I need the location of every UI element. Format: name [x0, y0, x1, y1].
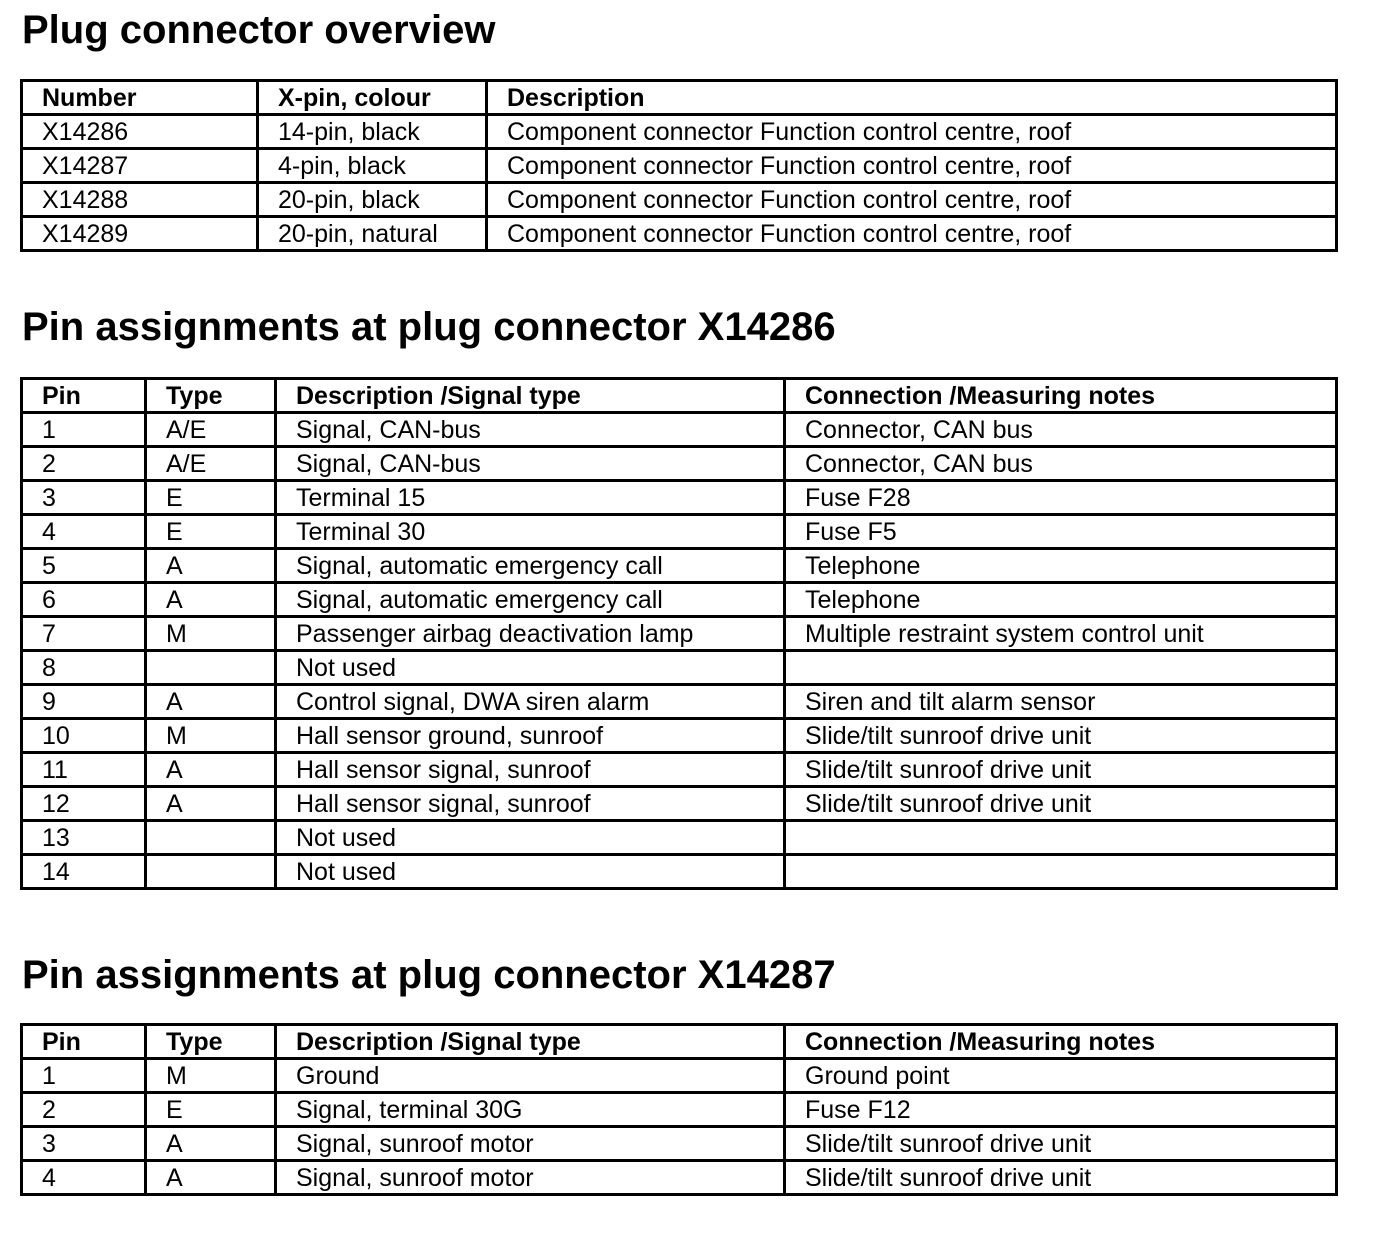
table-cell: Fuse F5: [785, 515, 1337, 549]
table-cell: M: [146, 1059, 276, 1093]
table-cell: Component connector Function control centre, roof: [487, 149, 1337, 183]
table-cell: Component connector Function control centre, roof: [487, 217, 1337, 251]
table-cell: Slide/tilt sunroof drive unit: [785, 787, 1337, 821]
x14286-title: Pin assignments at plug connector X14286: [22, 305, 836, 349]
table-row: [22, 549, 1337, 583]
table-cell: 13: [22, 821, 146, 855]
table-cell: 20-pin, natural: [258, 217, 487, 251]
table-row: [22, 1161, 1337, 1195]
table-row: [22, 481, 1337, 515]
table-cell: Not used: [276, 821, 785, 855]
table-cell: Ground: [276, 1059, 785, 1093]
overview-title: Plug connector overview: [22, 8, 496, 52]
table-cell: 20-pin, black: [258, 183, 487, 217]
x14286-pin-table: [20, 377, 1338, 890]
column-header: Pin: [22, 1025, 146, 1059]
table-row: [22, 855, 1337, 889]
table-row: [22, 753, 1337, 787]
table-cell: 6: [22, 583, 146, 617]
table-cell: Not used: [276, 855, 785, 889]
table-cell: A: [146, 787, 276, 821]
table-row: [22, 447, 1337, 481]
table-cell: X14288: [22, 183, 258, 217]
table-cell: [146, 855, 276, 889]
column-header: Description: [487, 81, 1337, 115]
table-row: [22, 583, 1337, 617]
table-cell: Hall sensor ground, sunroof: [276, 719, 785, 753]
table-cell: A: [146, 753, 276, 787]
table-row: [22, 515, 1337, 549]
table-cell: 8: [22, 651, 146, 685]
table-cell: [146, 651, 276, 685]
column-header: Type: [146, 1025, 276, 1059]
table-cell: X14289: [22, 217, 258, 251]
table-cell: [785, 855, 1337, 889]
table-cell: 12: [22, 787, 146, 821]
column-header: Pin: [22, 379, 146, 413]
table-cell: A: [146, 685, 276, 719]
table-cell: Multiple restraint system control unit: [785, 617, 1337, 651]
table-cell: 2: [22, 1093, 146, 1127]
table-cell: Signal, terminal 30G: [276, 1093, 785, 1127]
table-cell: 5: [22, 549, 146, 583]
table-cell: 10: [22, 719, 146, 753]
table-cell: Slide/tilt sunroof drive unit: [785, 719, 1337, 753]
table-row: [22, 617, 1337, 651]
table-cell: Component connector Function control centre, roof: [487, 183, 1337, 217]
table-cell: Telephone: [785, 583, 1337, 617]
overview-table: [20, 79, 1338, 252]
table-cell: Signal, sunroof motor: [276, 1127, 785, 1161]
table-cell: Ground point: [785, 1059, 1337, 1093]
table-cell: Connector, CAN bus: [785, 447, 1337, 481]
table-cell: 1: [22, 413, 146, 447]
column-header: X-pin, colour: [258, 81, 487, 115]
table-cell: Component connector Function control centre, roof: [487, 115, 1337, 149]
column-header: Description /Signal type: [276, 1025, 785, 1059]
table-cell: 1: [22, 1059, 146, 1093]
table-row: [22, 1093, 1337, 1127]
column-header: Type: [146, 379, 276, 413]
table-row: [22, 115, 1337, 149]
table-cell: [785, 821, 1337, 855]
table-cell: X14286: [22, 115, 258, 149]
table-cell: Signal, CAN-bus: [276, 413, 785, 447]
table-row: [22, 651, 1337, 685]
table-cell: 4: [22, 1161, 146, 1195]
table-cell: Slide/tilt sunroof drive unit: [785, 1127, 1337, 1161]
table-cell: E: [146, 481, 276, 515]
table-row: [22, 413, 1337, 447]
table-cell: Terminal 30: [276, 515, 785, 549]
table-cell: Fuse F28: [785, 481, 1337, 515]
column-header: Connection /Measuring notes: [785, 379, 1337, 413]
table-cell: E: [146, 1093, 276, 1127]
table-header-row: [22, 81, 1337, 115]
table-cell: 2: [22, 447, 146, 481]
table-row: [22, 685, 1337, 719]
column-header: Description /Signal type: [276, 379, 785, 413]
table-cell: Slide/tilt sunroof drive unit: [785, 753, 1337, 787]
column-header: Connection /Measuring notes: [785, 1025, 1337, 1059]
table-cell: 4-pin, black: [258, 149, 487, 183]
table-row: [22, 1059, 1337, 1093]
table-cell: Control signal, DWA siren alarm: [276, 685, 785, 719]
table-cell: 4: [22, 515, 146, 549]
table-header-row: [22, 379, 1337, 413]
table-row: [22, 719, 1337, 753]
table-cell: Connector, CAN bus: [785, 413, 1337, 447]
table-cell: 14: [22, 855, 146, 889]
table-cell: Signal, automatic emergency call: [276, 583, 785, 617]
table-cell: Signal, CAN-bus: [276, 447, 785, 481]
x14287-title: Pin assignments at plug connector X14287: [22, 953, 836, 997]
table-cell: Not used: [276, 651, 785, 685]
table-cell: A/E: [146, 447, 276, 481]
table-cell: [785, 651, 1337, 685]
table-cell: Passenger airbag deactivation lamp: [276, 617, 785, 651]
table-cell: M: [146, 719, 276, 753]
table-cell: Hall sensor signal, sunroof: [276, 753, 785, 787]
table-cell: 14-pin, black: [258, 115, 487, 149]
table-cell: 7: [22, 617, 146, 651]
table-cell: A: [146, 1161, 276, 1195]
table-row: [22, 149, 1337, 183]
table-cell: A: [146, 583, 276, 617]
table-cell: Fuse F12: [785, 1093, 1337, 1127]
x14287-pin-table: [20, 1023, 1338, 1196]
table-cell: Slide/tilt sunroof drive unit: [785, 1161, 1337, 1195]
table-row: [22, 787, 1337, 821]
table-cell: Hall sensor signal, sunroof: [276, 787, 785, 821]
table-header-row: [22, 1025, 1337, 1059]
table-cell: Telephone: [785, 549, 1337, 583]
table-cell: Terminal 15: [276, 481, 785, 515]
table-row: [22, 217, 1337, 251]
table-row: [22, 1127, 1337, 1161]
table-cell: E: [146, 515, 276, 549]
table-cell: 3: [22, 1127, 146, 1161]
table-row: [22, 183, 1337, 217]
table-cell: M: [146, 617, 276, 651]
table-cell: 9: [22, 685, 146, 719]
table-row: [22, 821, 1337, 855]
table-cell: A/E: [146, 413, 276, 447]
table-cell: 3: [22, 481, 146, 515]
table-cell: 11: [22, 753, 146, 787]
table-cell: A: [146, 549, 276, 583]
table-cell: Signal, automatic emergency call: [276, 549, 785, 583]
table-cell: A: [146, 1127, 276, 1161]
table-cell: X14287: [22, 149, 258, 183]
column-header: Number: [22, 81, 258, 115]
table-cell: Siren and tilt alarm sensor: [785, 685, 1337, 719]
table-cell: Signal, sunroof motor: [276, 1161, 785, 1195]
table-cell: [146, 821, 276, 855]
